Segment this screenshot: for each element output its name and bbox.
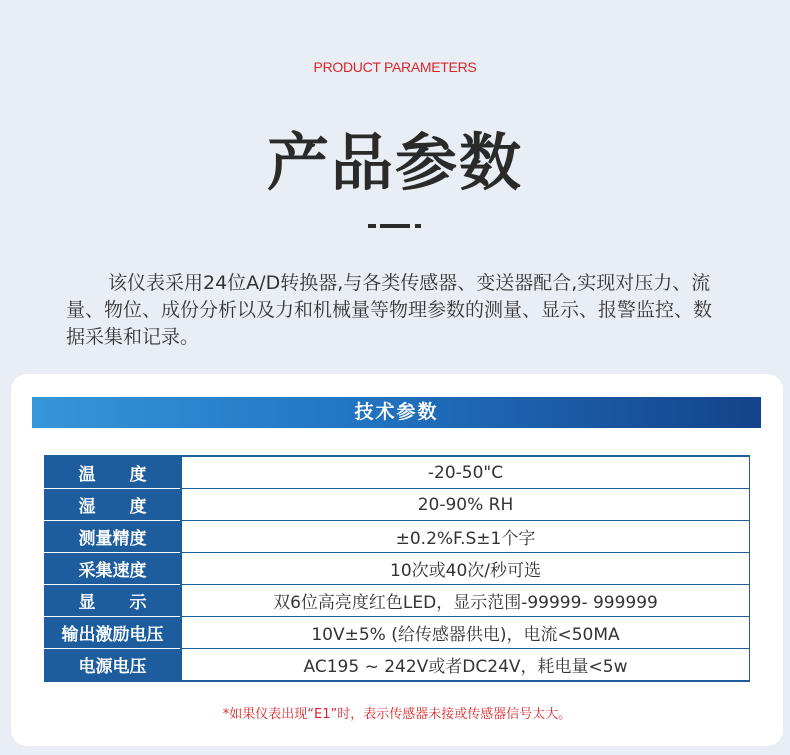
footnote: *如果仪表出现“E1”时，表示传感器未接或传感器信号太大。 <box>222 707 572 722</box>
spec-label: 采集速度 <box>45 553 182 585</box>
table-row <box>45 521 750 553</box>
spec-card <box>11 374 783 746</box>
spec-label: 温 度 <box>45 456 182 489</box>
subtitle-en: PRODUCT PARAMETERS <box>313 59 477 75</box>
table-row <box>45 553 750 585</box>
spec-banner: 技术参数 <box>32 397 761 428</box>
spec-value: 10V±5% (给传感器供电)，电流<50MA <box>181 617 750 649</box>
spec-label: 电源电压 <box>45 649 182 682</box>
spec-value: 双6位高亮度红色LED，显示范围-99999- 999999 <box>181 585 750 617</box>
intro-paragraph: 该仪表采用24位A/D转换器,与各类传感器、变送器配合,实现对压力、流量、物位、成份分析以及力和机械量等物理参数的测量、显示、报警监控、数据采集和记录。 <box>66 272 713 348</box>
title-decoration <box>368 224 424 228</box>
spec-label: 输出激励电压 <box>45 617 182 649</box>
table-row <box>45 456 750 489</box>
spec-value: ±0.2%F.S±1个字 <box>181 521 750 553</box>
spec-label: 湿 度 <box>45 489 182 521</box>
spec-value: -20-50"C <box>181 456 750 489</box>
table-row <box>45 649 750 682</box>
spec-value: 20-90% RH <box>181 489 750 521</box>
spec-value: AC195 ~ 242V或者DC24V，耗电量<5w <box>181 649 750 682</box>
spec-value: 10次或40次/秒可选 <box>181 553 750 585</box>
table-row <box>45 585 750 617</box>
spec-label: 测量精度 <box>45 521 182 553</box>
table-row <box>45 489 750 521</box>
table-row <box>45 617 750 649</box>
spec-label: 显 示 <box>45 585 182 617</box>
page-title: 产品参数 <box>266 126 523 199</box>
spec-table <box>44 455 750 682</box>
